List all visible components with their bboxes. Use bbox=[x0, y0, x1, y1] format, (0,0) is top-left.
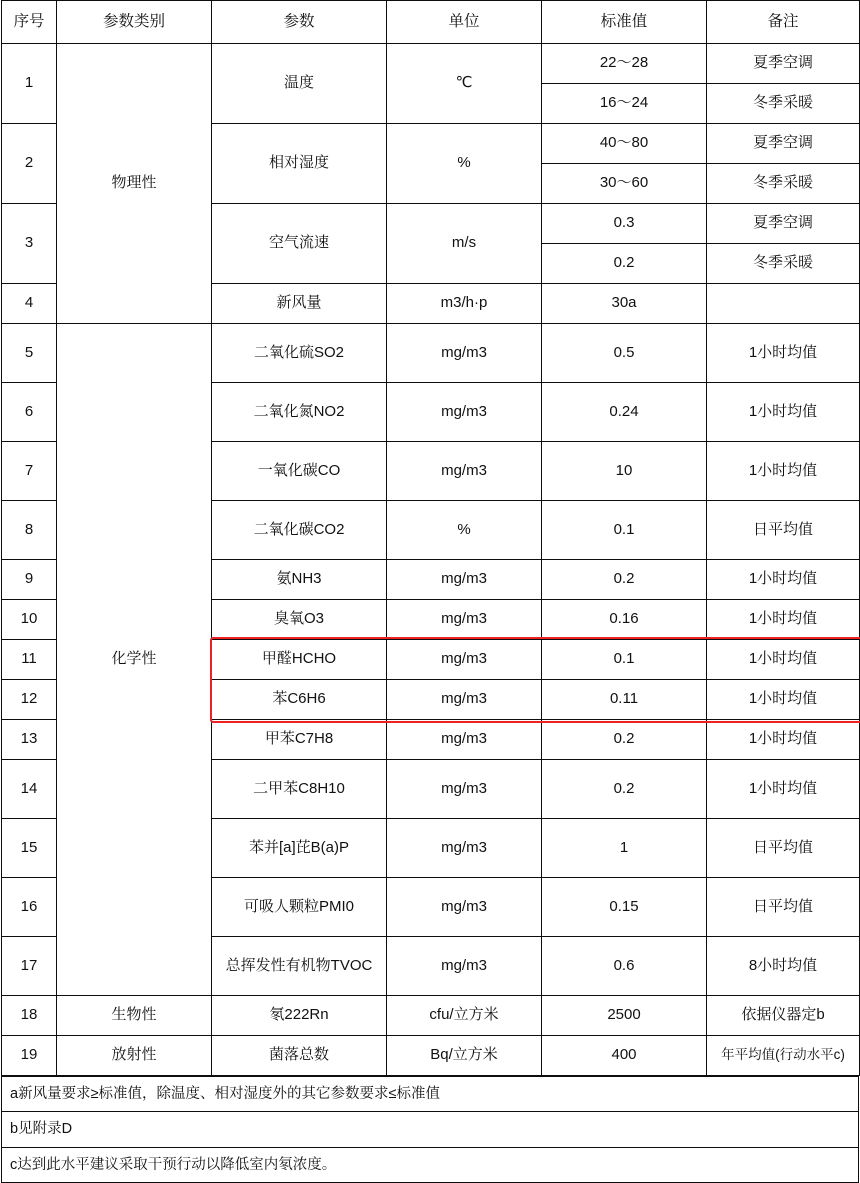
footnote-row bbox=[2, 1077, 859, 1112]
cell-remark: 1小时均值 bbox=[707, 720, 860, 760]
cell-no: 2 bbox=[2, 124, 57, 204]
cell-remark: 依据仪器定b bbox=[707, 996, 860, 1036]
footnote-row bbox=[2, 1112, 859, 1147]
cell-standard-value: 0.16 bbox=[542, 600, 707, 640]
cell-parameter: 二氧化氮NO2 bbox=[212, 383, 387, 442]
cell-parameter: 甲苯C7H8 bbox=[212, 720, 387, 760]
cell-no: 10 bbox=[2, 600, 57, 640]
cell-remark: 夏季空调 bbox=[707, 204, 860, 244]
cell-standard-value: 0.2 bbox=[542, 244, 707, 284]
cell-unit: % bbox=[387, 501, 542, 560]
cell-remark: 1小时均值 bbox=[707, 760, 860, 819]
cell-standard-value: 30～60 bbox=[542, 164, 707, 204]
cell-parameter: 二氧化碳CO2 bbox=[212, 501, 387, 560]
cell-unit: m/s bbox=[387, 204, 542, 284]
footnote-c: c达到此水平建议采取干预行动以降低室内氡浓度。 bbox=[2, 1147, 859, 1182]
cell-parameter: 一氧化碳CO bbox=[212, 442, 387, 501]
cell-remark: 1小时均值 bbox=[707, 640, 860, 680]
cell-unit: % bbox=[387, 124, 542, 204]
cell-unit: mg/m3 bbox=[387, 383, 542, 442]
cell-standard-value: 0.15 bbox=[542, 878, 707, 937]
cell-parameter: 温度 bbox=[212, 44, 387, 124]
cell-standard-value: 0.1 bbox=[542, 640, 707, 680]
cell-remark: 冬季采暖 bbox=[707, 164, 860, 204]
cell-no: 5 bbox=[2, 324, 57, 383]
cell-standard-value: 0.6 bbox=[542, 937, 707, 996]
column-header-category: 参数类别 bbox=[57, 1, 212, 44]
cell-remark: 1小时均值 bbox=[707, 383, 860, 442]
cell-standard-value: 0.3 bbox=[542, 204, 707, 244]
column-header-remark: 备注 bbox=[707, 1, 860, 44]
cell-remark: 日平均值 bbox=[707, 819, 860, 878]
cell-no: 14 bbox=[2, 760, 57, 819]
cell-unit: mg/m3 bbox=[387, 640, 542, 680]
cell-remark: 冬季采暖 bbox=[707, 84, 860, 124]
cell-no: 1 bbox=[2, 44, 57, 124]
cell-category-physical: 物理性 bbox=[57, 44, 212, 324]
cell-standard-value: 40～80 bbox=[542, 124, 707, 164]
cell-no: 9 bbox=[2, 560, 57, 600]
cell-standard-value: 1 bbox=[542, 819, 707, 878]
cell-no: 19 bbox=[2, 1036, 57, 1076]
cell-standard-value: 0.2 bbox=[542, 760, 707, 819]
cell-no: 17 bbox=[2, 937, 57, 996]
cell-standard-value: 0.24 bbox=[542, 383, 707, 442]
cell-remark: 冬季采暖 bbox=[707, 244, 860, 284]
cell-remark: 1小时均值 bbox=[707, 560, 860, 600]
table-header-row bbox=[2, 1, 860, 44]
cell-category-chemical: 化学性 bbox=[57, 324, 212, 996]
cell-unit: m3/h·p bbox=[387, 284, 542, 324]
cell-remark: 夏季空调 bbox=[707, 124, 860, 164]
cell-standard-value: 10 bbox=[542, 442, 707, 501]
cell-remark: 1小时均值 bbox=[707, 442, 860, 501]
cell-standard-value: 2500 bbox=[542, 996, 707, 1036]
cell-remark: 1小时均值 bbox=[707, 324, 860, 383]
cell-remark: 日平均值 bbox=[707, 878, 860, 937]
cell-unit: mg/m3 bbox=[387, 680, 542, 720]
column-header-unit: 单位 bbox=[387, 1, 542, 44]
cell-no: 18 bbox=[2, 996, 57, 1036]
cell-parameter: 臭氧O3 bbox=[212, 600, 387, 640]
cell-remark: 夏季空调 bbox=[707, 44, 860, 84]
cell-no: 11 bbox=[2, 640, 57, 680]
cell-parameter: 苯C6H6 bbox=[212, 680, 387, 720]
cell-standard-value: 0.2 bbox=[542, 560, 707, 600]
table-row bbox=[2, 996, 860, 1036]
cell-unit: mg/m3 bbox=[387, 937, 542, 996]
cell-no: 6 bbox=[2, 383, 57, 442]
cell-remark: 年平均值(行动水平c) bbox=[707, 1036, 860, 1076]
cell-category-biological: 生物性 bbox=[57, 996, 212, 1036]
cell-parameter: 菌落总数 bbox=[212, 1036, 387, 1076]
cell-remark: 日平均值 bbox=[707, 501, 860, 560]
cell-unit: mg/m3 bbox=[387, 442, 542, 501]
cell-remark: 1小时均值 bbox=[707, 680, 860, 720]
cell-standard-value: 0.2 bbox=[542, 720, 707, 760]
table-row bbox=[2, 44, 860, 84]
cell-unit: mg/m3 bbox=[387, 324, 542, 383]
column-header-parameter: 参数 bbox=[212, 1, 387, 44]
cell-unit: Bq/立方米 bbox=[387, 1036, 542, 1076]
cell-unit: mg/m3 bbox=[387, 560, 542, 600]
cell-parameter: 新风量 bbox=[212, 284, 387, 324]
cell-parameter: 甲醛HCHO bbox=[212, 640, 387, 680]
cell-remark: 8小时均值 bbox=[707, 937, 860, 996]
cell-unit: mg/m3 bbox=[387, 600, 542, 640]
cell-standard-value: 22～28 bbox=[542, 44, 707, 84]
cell-no: 13 bbox=[2, 720, 57, 760]
cell-category-radioactive: 放射性 bbox=[57, 1036, 212, 1076]
footnotes-table bbox=[1, 1076, 859, 1183]
cell-parameter: 总挥发性有机物TVOC bbox=[212, 937, 387, 996]
cell-standard-value: 16～24 bbox=[542, 84, 707, 124]
cell-no: 7 bbox=[2, 442, 57, 501]
cell-parameter: 相对湿度 bbox=[212, 124, 387, 204]
cell-unit: mg/m3 bbox=[387, 878, 542, 937]
indoor-air-quality-table bbox=[1, 0, 860, 1076]
cell-no: 3 bbox=[2, 204, 57, 284]
cell-unit: mg/m3 bbox=[387, 760, 542, 819]
footnote-row bbox=[2, 1147, 859, 1182]
cell-remark bbox=[707, 284, 860, 324]
cell-parameter: 氡222Rn bbox=[212, 996, 387, 1036]
cell-standard-value: 0.1 bbox=[542, 501, 707, 560]
cell-parameter: 空气流速 bbox=[212, 204, 387, 284]
cell-no: 15 bbox=[2, 819, 57, 878]
cell-standard-value: 0.5 bbox=[542, 324, 707, 383]
cell-parameter: 可吸人颗粒PMI0 bbox=[212, 878, 387, 937]
cell-unit: cfu/立方米 bbox=[387, 996, 542, 1036]
cell-standard-value: 0.11 bbox=[542, 680, 707, 720]
cell-unit: ℃ bbox=[387, 44, 542, 124]
cell-no: 4 bbox=[2, 284, 57, 324]
cell-unit: mg/m3 bbox=[387, 720, 542, 760]
cell-parameter: 苯并[a]芘B(a)P bbox=[212, 819, 387, 878]
table-row bbox=[2, 1036, 860, 1076]
footnote-b: b见附录D bbox=[2, 1112, 859, 1147]
cell-no: 16 bbox=[2, 878, 57, 937]
cell-standard-value: 400 bbox=[542, 1036, 707, 1076]
table-row bbox=[2, 324, 860, 383]
cell-remark: 1小时均值 bbox=[707, 600, 860, 640]
footnote-a: a新风量要求≥标准值，除温度、相对湿度外的其它参数要求≤标准值 bbox=[2, 1077, 859, 1112]
cell-no: 8 bbox=[2, 501, 57, 560]
column-header-standard-value: 标准值 bbox=[542, 1, 707, 44]
cell-standard-value: 30a bbox=[542, 284, 707, 324]
cell-unit: mg/m3 bbox=[387, 819, 542, 878]
cell-parameter: 氨NH3 bbox=[212, 560, 387, 600]
cell-parameter: 二甲苯C8H10 bbox=[212, 760, 387, 819]
column-header-no: 序号 bbox=[2, 1, 57, 44]
cell-parameter: 二氧化硫SO2 bbox=[212, 324, 387, 383]
cell-no: 12 bbox=[2, 680, 57, 720]
